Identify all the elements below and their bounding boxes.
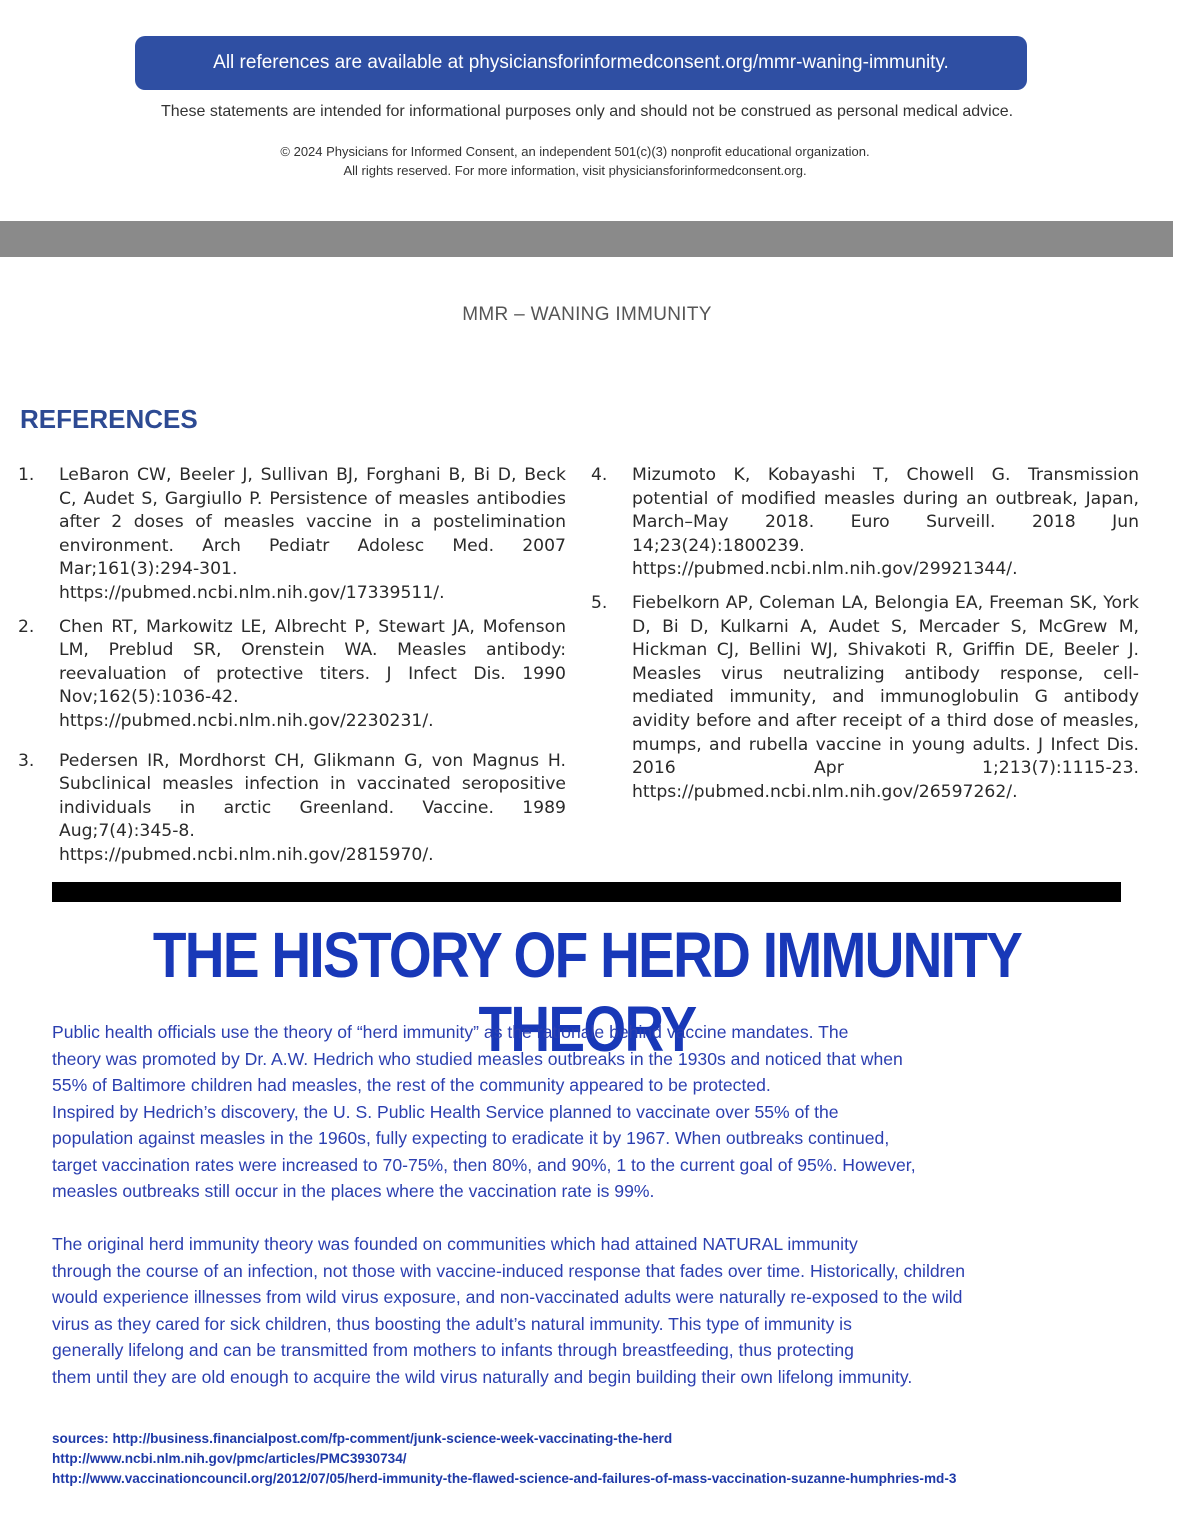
reference-text: Chen RT, Markowitz LE, Albrecht P, Stewart JA, Mofenson LM, Preblud SR, Orenstein WA. Measles antibody: reevaluation of protective titers. J Infect Dis. 1990 Nov;162(5):1036-42. https://pubmed.ncbi.nlm.nih.gov/2230231/.: [59, 616, 566, 731]
paragraph-line: through the course of an infection, not those with vaccine-induced response that fades over time. Historically, children: [52, 1260, 966, 1281]
paragraph-line: population against measles in the 1960s, fully expecting to eradicate it by 1967. When outbreaks continued,: [52, 1128, 890, 1148]
running-head: MMR – WANING IMMUNITY: [462, 304, 712, 325]
paragraph-1: [52, 1019, 1142, 1205]
paragraph-line: measles outbreaks still occur in the places where the vaccination rate is 99%.: [52, 1181, 655, 1201]
gray-divider: [0, 221, 1173, 257]
reference-text: Fiebelkorn AP, Coleman LA, Belongia EA, Freeman SK, York D, Bi D, Kulkarni A, Audet S, Mercader S, McGrew M, Hickman CJ, Bellini WJ, Shivakoti R, Griffin DE, Beeler J. Measles virus neutralizing antibody response, cell-mediated immunity, and immunoglobulin G antibody avidity before and after receipt of a third dose of measles, mumps, and rubella vaccine in young adults. J Infect Dis. 2016 Apr 1;213(7):1115-23. https://pubmed.ncbi.nlm.nih.gov/26597262/.: [632, 592, 1139, 802]
paragraph-line: 55% of Baltimore children had measles, the rest of the community appeared to be protected.: [52, 1075, 771, 1095]
reference-item: [591, 592, 1139, 804]
paragraph-line: virus as they cared for sick children, thus boosting the adult’s natural immunity. This type of immunity is: [52, 1313, 852, 1334]
paragraph-2: [52, 1231, 1142, 1390]
page-title: THE HISTORY OF HERD IMMUNITY THEORY: [152, 919, 1022, 1065]
sources-list: [52, 1429, 956, 1489]
references-column-right: [591, 464, 1139, 804]
references-heading: REFERENCES: [20, 404, 198, 434]
reference-item: [591, 464, 1139, 582]
reference-item: [18, 750, 566, 868]
reference-text: Pedersen IR, Mordhorst CH, Glikmann G, von Magnus H. Subclinical measles infection in vaccinated seropositive individuals in arctic Greenland. Vaccine. 1989 Aug;7(4):345-8. https://pubmed.ncbi.nlm.nih.gov/2815970/.: [59, 750, 566, 865]
reference-item: [18, 464, 566, 606]
reference-text: Mizumoto K, Kobayashi T, Chowell G. Transmission potential of modified measles during an outbreak, Japan, March–May 2018. Euro Surveill. 2018 Jun 14;23(24):1800239. https://pubmed.ncbi.nlm.nih.gov/29921344/.: [632, 465, 1139, 580]
copyright-notice: [0, 142, 1150, 180]
disclaimer-text: These statements are intended for informational purposes only and should not be construed as personal medical advice.: [160, 103, 1014, 120]
reference-number: 4.: [591, 465, 608, 485]
paragraph-line: The original herd immunity theory was founded on communities which had attained NATURAL immunity: [52, 1234, 858, 1254]
reference-item: [18, 616, 566, 734]
paragraph-line: would experience illnesses from wild virus exposure, and non-vaccinated adults were naturally re-exposed to the wild: [52, 1287, 963, 1307]
paragraph-line: them until they are old enough to acquire the wild virus naturally and begin building their own lifelong immunity.: [52, 1366, 913, 1387]
copyright-line-1: © 2024 Physicians for Informed Consent, an independent 501(c)(3) nonprofit educational organization.: [280, 144, 870, 159]
reference-number: 1.: [18, 465, 35, 485]
paragraph-line: target vaccination rates were increased to 70-75%, then 80%, and 90%, 1 to the current goal of 95%. However,: [52, 1154, 916, 1175]
reference-number: 5.: [591, 592, 608, 613]
black-divider: [52, 882, 1121, 902]
reference-number: 3.: [18, 750, 35, 771]
paragraph-line: Inspired by Hedrich’s discovery, the U. S. Public Health Service planned to vaccinate over 55% of the: [52, 1101, 839, 1122]
reference-number: 2.: [18, 616, 35, 637]
paragraph-line: generally lifelong and can be transmitted from mothers to infants through breastfeeding, thus protecting: [52, 1340, 854, 1360]
reference-text: LeBaron CW, Beeler J, Sullivan BJ, Forghani B, Bi D, Beck C, Audet S, Gargiullo P. Persistence of measles antibodies after 2 doses of measles vaccine in a postelimination environment. Arch Pediatr Adolesc Med. 2007 Mar;161(3):294-301. https://pubmed.ncbi.nlm.nih.gov/17339511/.: [59, 465, 566, 603]
source-link[interactable]: http://www.ncbi.nlm.nih.gov/pmc/articles/PMC3930734/: [52, 1451, 407, 1466]
paragraph-line: Public health officials use the theory of “herd immunity” as the rationale behind vaccine mandates. The: [52, 1022, 849, 1042]
references-column-left: [18, 464, 566, 868]
source-link[interactable]: sources: http://business.financialpost.com/fp-comment/junk-science-week-vaccinating-the-herd: [52, 1431, 673, 1446]
references-link-banner[interactable]: All references are available at physiciansforinformedconsent.org/mmr-waning-immunity.: [135, 36, 1027, 90]
source-link[interactable]: http://www.vaccinationcouncil.org/2012/07/05/herd-immunity-the-flawed-science-and-failures-of-mass-vaccination-suzanne-humphries-md-3: [52, 1471, 957, 1486]
copyright-line-2: All rights reserved. For more information, visit physiciansforinformedconsent.org.: [343, 163, 807, 178]
paragraph-line: theory was promoted by Dr. A.W. Hedrich who studied measles outbreaks in the 1930s and noticed that when: [52, 1048, 903, 1069]
